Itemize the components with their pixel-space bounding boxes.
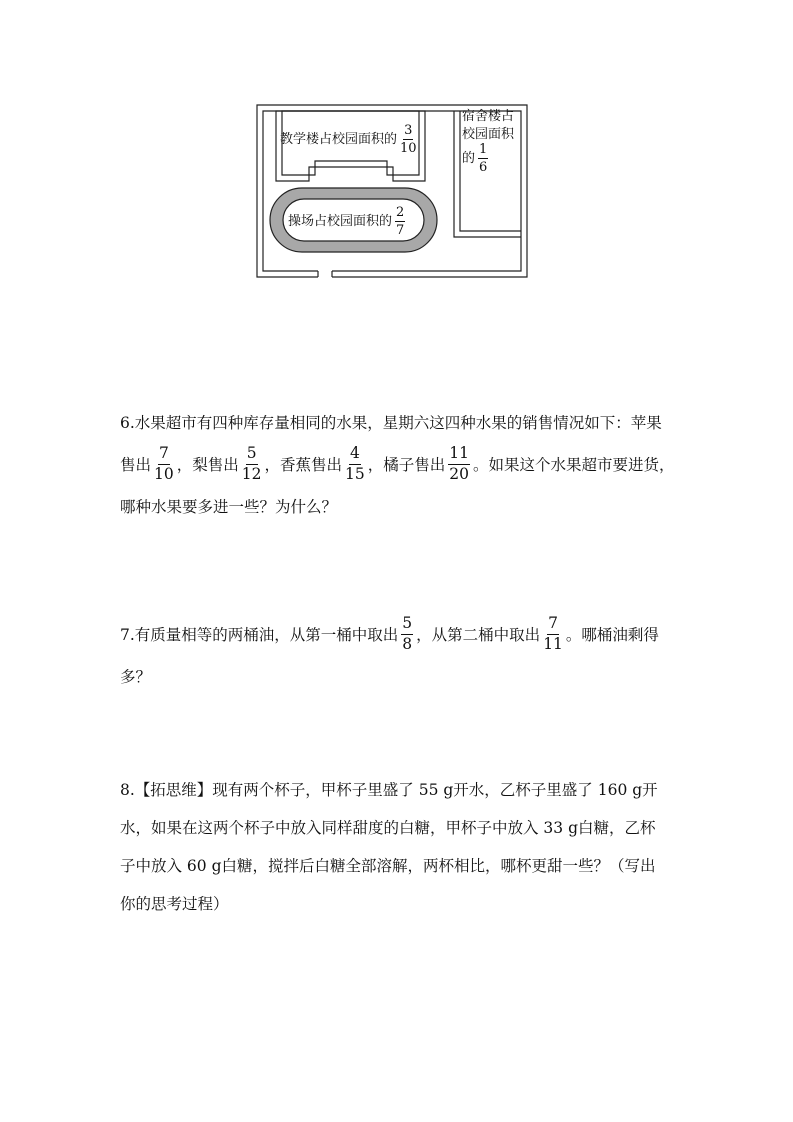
q7-frac2-den: 11 (543, 634, 563, 653)
q7-fraction-second (543, 616, 563, 652)
q6-fraction-apple (154, 446, 174, 482)
playground-frac-den: 7 (396, 223, 405, 238)
dorm-label-line3: 的 (462, 151, 476, 167)
dorm-label-line2: 校园面积 (462, 126, 515, 142)
q6-frac4-den: 20 (449, 464, 469, 483)
q7-line2: 多？ (120, 668, 152, 686)
teaching-fraction (400, 124, 417, 155)
playground-frac-num: 2 (396, 205, 405, 220)
q6-frac4-num: 11 (448, 446, 470, 465)
q6-frac3-den: 15 (345, 464, 365, 483)
q7-text-1: 7.有质量相等的两桶油，从第一桶中取出 (120, 626, 399, 644)
q6-text-3: ，香蕉售出 (264, 456, 343, 474)
playground-fraction (395, 206, 405, 237)
q7-frac2-num: 7 (547, 616, 559, 635)
q6-line1: 6.水果超市有四种库存量相同的水果，星期六这四种水果的销售情况如下：苹果 (120, 414, 662, 432)
q6-frac2-num: 5 (246, 446, 258, 465)
q8-line3: 子中放入 60 g白糖，搅拌后白糖全部溶解，两杯相比，哪杯更甜一些？（写出 (120, 857, 656, 875)
dorm-fraction (478, 143, 488, 174)
playground-label (288, 206, 423, 237)
q6-fraction-banana (345, 446, 365, 482)
q8-line1: 8.【拓思维】现有两个杯子，甲杯子里盛了 55 g开水，乙杯子里盛了 160 g开 (120, 781, 658, 799)
q6-text-5: 。如果这个水果超市要进货， (473, 456, 675, 474)
q6-fraction-pear (242, 446, 262, 482)
question-6 (120, 404, 680, 526)
playground-label-text: 操场占校园面积的 (288, 214, 393, 229)
dorm-frac-den: 6 (479, 160, 488, 176)
q6-frac1-den: 10 (154, 464, 174, 483)
q8-line2: 水，如果在这两个杯子中放入同样甜度的白糖，甲杯子中放入 33 g白糖，乙杯 (120, 819, 656, 837)
question-8 (120, 771, 680, 923)
teaching-frac-den: 10 (400, 141, 417, 156)
campus-map (256, 104, 529, 278)
q6-frac3-num: 4 (349, 446, 361, 465)
q6-text-4: ，橘子售出 (367, 456, 446, 474)
q7-text-3: 。哪桶油剩得 (565, 626, 659, 644)
q7-line1 (120, 612, 680, 658)
q6-text-2: ，梨售出 (176, 456, 239, 474)
q7-text-2: ，从第二桶中取出 (416, 626, 541, 644)
q6-frac1-num: 7 (158, 446, 170, 465)
question-7 (120, 612, 680, 696)
q6-frac2-den: 12 (241, 464, 262, 483)
q8-line4: 你的思考过程） (120, 895, 229, 913)
q6-line2 (120, 442, 680, 488)
teaching-building-label (280, 124, 430, 155)
q7-fraction-first (401, 616, 413, 652)
dorm-building-label (462, 108, 522, 174)
q7-frac1-den: 8 (402, 634, 413, 653)
q6-text-1: 售出 (120, 456, 152, 474)
dorm-label-line1: 宿舍楼占 (462, 109, 515, 124)
teaching-label-text: 教学楼占校园面积的 (280, 132, 398, 147)
q6-line3: 哪种水果要多进一些？为什么？ (120, 498, 338, 516)
q6-fraction-orange (448, 446, 470, 482)
dorm-frac-num: 1 (479, 142, 488, 158)
teaching-frac-num: 3 (404, 123, 413, 138)
q7-frac1-num: 5 (401, 616, 413, 635)
